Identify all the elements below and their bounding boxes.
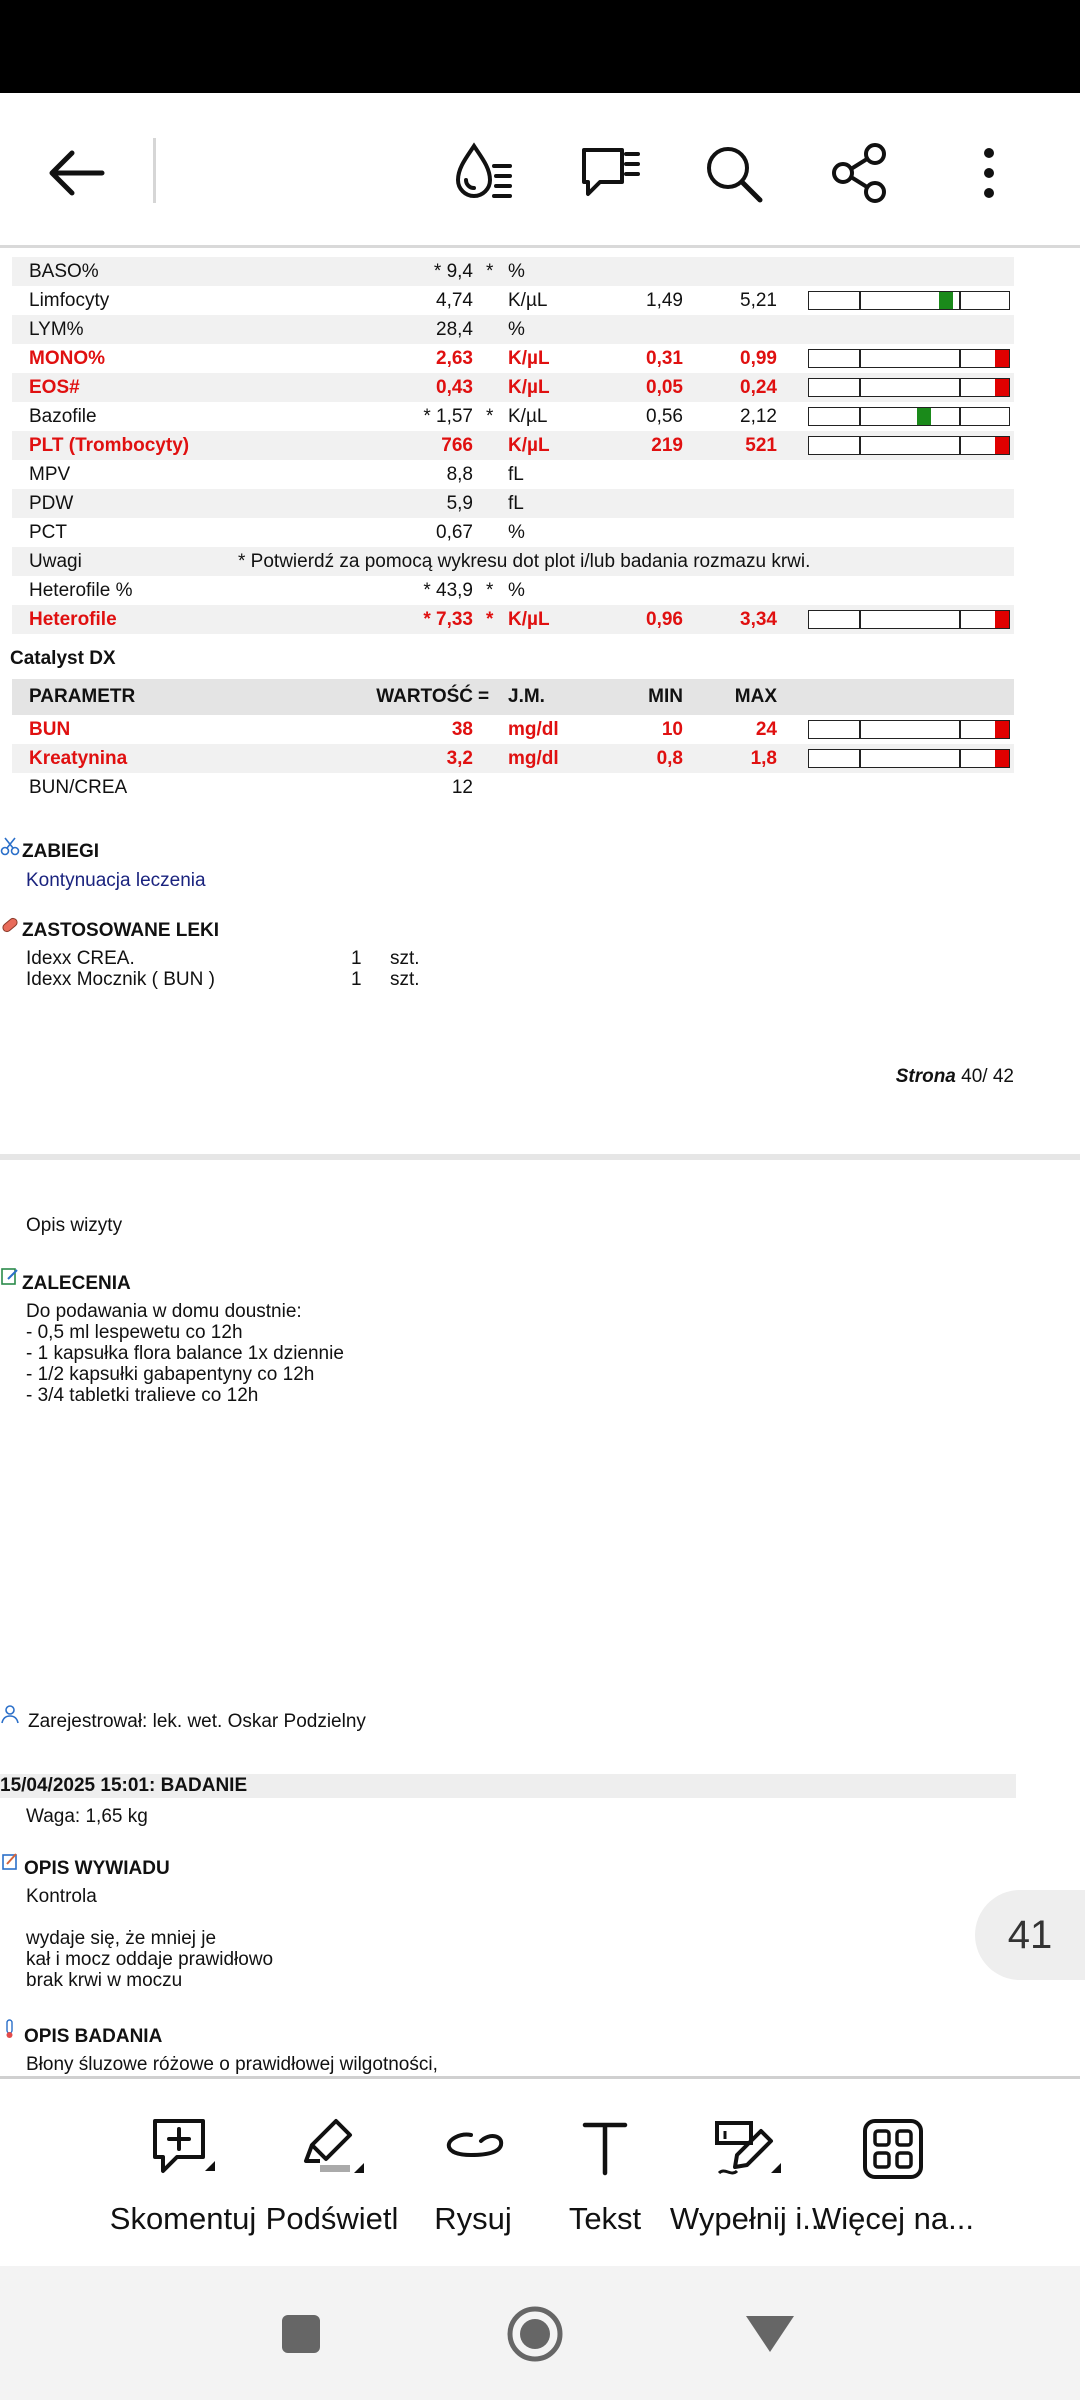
toolbar-divider [153,138,156,203]
result-row [12,715,1014,744]
pdf-page-41 [0,1160,1080,2076]
comment-add-icon [143,2109,223,2189]
result-unit: mg/dl [508,748,559,769]
out-of-range-marker [995,437,1009,454]
top-toolbar [0,93,1080,248]
header-value: WARTOŚĆ [376,686,473,707]
result-flag: * [486,580,494,601]
result-name: PCT [29,522,67,543]
result-name: Heterofile % [29,580,133,601]
zalecenia-title: ZALECENIA [22,1273,131,1294]
result-unit: % [508,580,525,601]
result-unit: mg/dl [508,719,559,740]
header-max: MAX [734,686,777,707]
result-name: MONO% [29,348,105,369]
leki-item-name: Idexx CREA. [26,948,135,969]
system-nav-bar [0,2266,1080,2400]
result-max: 521 [745,435,777,456]
result-name: Limfocyty [29,290,110,311]
text-icon [565,2109,645,2189]
out-of-range-marker [995,750,1009,767]
leki-item-qty: 1 [351,948,362,969]
header-eq: = [478,686,490,707]
result-name: Uwagi [29,551,82,572]
result-value: 766 [441,435,473,456]
in-range-marker [917,408,931,425]
more-vertical-icon[interactable] [949,133,1029,213]
header-unit: J.M. [508,686,545,707]
notepad-icon [0,1266,20,1286]
range-bar [808,720,1010,739]
result-unit: fL [508,493,524,514]
result-max: 0,99 [740,348,777,369]
recents-square-icon[interactable] [261,2294,341,2374]
result-unit: K/µL [508,377,550,398]
result-name: Heterofile [29,609,117,630]
result-max: 0,24 [740,377,777,398]
result-row [12,518,1014,547]
registered-by: Zarejestrował: lek. wet. Oskar Podzielny [28,1711,366,1732]
badania-p1: Błony śluzowe różowe o prawidłowej wilgotności, [26,2054,438,2075]
in-range-marker [939,292,953,309]
result-row [12,576,1014,605]
tool-label: Skomentuj [109,2201,257,2236]
result-note: * Potwierdź za pomocą wykresu dot plot i/lub badania rozmazu krwi. [238,551,811,572]
pdf-document-view[interactable] [0,251,1080,2076]
result-row [12,547,1014,576]
highlighter-icon [292,2109,372,2189]
result-name: LYM% [29,319,84,340]
result-value: 12 [451,777,473,798]
badania-title: OPIS BADANIA [24,2026,163,2047]
result-unit: % [508,319,525,340]
result-name: PLT (Trombocyty) [29,435,190,456]
result-max: 2,12 [740,406,777,427]
range-bar [808,610,1010,629]
result-min: 0,8 [656,748,683,769]
back-arrow-icon[interactable] [36,133,116,213]
result-row [12,460,1014,489]
tool-more[interactable] [812,2109,974,2249]
result-unit: K/µL [508,290,548,311]
page-word: Strona [895,1066,956,1087]
status-bar [0,0,1080,93]
tool-label: Wypełnij i... [669,2201,829,2236]
scissors-icon [0,836,20,856]
result-row [12,773,1014,802]
page-num: 40/ 42 [961,1066,1014,1087]
draw-icon [433,2109,513,2189]
result-value: * 9,4 [433,261,473,282]
out-of-range-marker [995,379,1009,396]
opis-wizyty: Opis wizyty [26,1215,123,1236]
out-of-range-marker [995,611,1009,628]
result-name: Kreatynina [29,748,128,769]
result-unit: K/µL [508,435,550,456]
result-name: Bazofile [29,406,97,427]
result-row [12,605,1014,634]
bottom-toolbar [0,2076,1080,2266]
result-value: 38 [451,719,473,740]
vet-user-icon [0,1704,20,1724]
tool-comment[interactable] [108,2109,258,2249]
wywiad-text: Kontrola wydaje się, że mniej je kał i mocz oddaje prawidłowo brak krwi w moczu [26,1886,274,1991]
zabiegi-text: Kontynuacja leczenia [26,870,206,891]
result-min: 0,96 [646,609,683,630]
result-value: 3,2 [446,748,473,769]
range-bar [808,749,1010,768]
header-param: PARAMETR [29,686,136,707]
result-row [12,344,1014,373]
visit-date-text: 15/04/2025 15:01: BADANIE [0,1775,248,1796]
result-name: PDW [29,493,74,514]
page-indicator[interactable]: 41 [975,1890,1085,1980]
pdf-page-40 [0,251,1080,1154]
leki-item-unit: szt. [390,948,420,969]
result-flag: * [486,609,494,630]
share-icon[interactable] [820,133,900,213]
fill-sign-icon [709,2109,789,2189]
out-of-range-marker [995,350,1009,367]
result-unit: K/µL [508,609,550,630]
result-value: 8,8 [446,464,473,485]
grid-more-icon [853,2109,933,2189]
back-triangle-icon[interactable] [730,2294,810,2374]
search-icon[interactable] [693,133,773,213]
tool-label: Rysuj [434,2201,512,2236]
comment-list-icon[interactable] [569,133,649,213]
result-max: 1,8 [750,748,777,769]
result-flag: * [486,406,494,427]
range-bar [808,407,1010,426]
result-row [12,315,1014,344]
result-value: * 1,57 [423,406,473,427]
range-bar [808,436,1010,455]
result-unit: fL [508,464,524,485]
drop-list-icon[interactable] [443,133,523,213]
wywiad-title: OPIS WYWIADU [24,1858,170,1879]
result-row [12,257,1014,286]
result-name: BUN/CREA [29,777,128,798]
leki-item-qty: 1 [351,969,362,990]
tool-label: Podświetl [265,2201,399,2236]
out-of-range-marker [995,721,1009,738]
result-min: 1,49 [646,290,683,311]
result-unit: K/µL [508,348,550,369]
catalyst-title: Catalyst DX [10,648,116,669]
result-min: 0,31 [646,348,683,369]
tool-label: Więcej na... [812,2201,974,2236]
result-unit: % [508,522,525,543]
leki-item-unit: szt. [390,969,420,990]
range-bar [808,291,1010,310]
result-min: 10 [661,719,683,740]
home-circle-icon[interactable] [495,2294,575,2374]
thermometer-icon [0,2019,20,2039]
result-row [12,744,1014,773]
tool-highlight[interactable] [257,2109,407,2249]
result-row [12,373,1014,402]
visit-date-header [0,1774,1016,1798]
result-unit: K/µL [508,406,548,427]
result-flag: * [486,261,494,282]
result-value: 0,67 [436,522,473,543]
result-min: 0,05 [646,377,683,398]
result-name: MPV [29,464,71,485]
tool-text[interactable] [530,2109,680,2249]
tool-label: Tekst [568,2201,642,2236]
result-max: 5,21 [740,290,777,311]
leki-item-name: Idexx Mocznik ( BUN ) [26,969,215,990]
result-max: 24 [755,719,777,740]
tool-draw[interactable] [398,2109,548,2249]
zabiegi-title: ZABIEGI [22,841,100,862]
clipboard-icon [0,1851,20,1871]
result-row [12,402,1014,431]
zalecenia-text: Do podawania w domu doustnie: - 0,5 ml lespewetu co 12h - 1 kapsułka flora balance 1x dziennie - 1/2 kapsułki gabapentyny co 12h - 3/4 tabletki tralieve co 12h [26,1301,344,1406]
result-row [12,431,1014,460]
result-value: 5,9 [446,493,473,514]
catalyst-header-row [12,679,1014,715]
pill-icon [0,915,20,935]
header-min: MIN [648,686,683,707]
tool-fill-sign[interactable] [668,2109,830,2249]
result-min: 219 [651,435,683,456]
result-value: 4,74 [436,290,473,311]
leki-title: ZASTOSOWANE LEKI [22,920,220,941]
result-value: * 43,9 [423,580,473,601]
result-name: BASO% [29,261,99,282]
result-value: 0,43 [436,377,473,398]
result-value: 28,4 [436,319,473,340]
result-row [12,489,1014,518]
result-name: EOS# [29,377,80,398]
result-unit: % [508,261,525,282]
result-max: 3,34 [740,609,777,630]
range-bar [808,378,1010,397]
result-row [12,286,1014,315]
result-name: BUN [29,719,71,740]
page-number-label [896,1066,1014,1088]
result-value: 2,63 [436,348,473,369]
range-bar [808,349,1010,368]
weight: Waga: 1,65 kg [26,1806,148,1827]
result-min: 0,56 [646,406,683,427]
result-value: * 7,33 [423,609,473,630]
